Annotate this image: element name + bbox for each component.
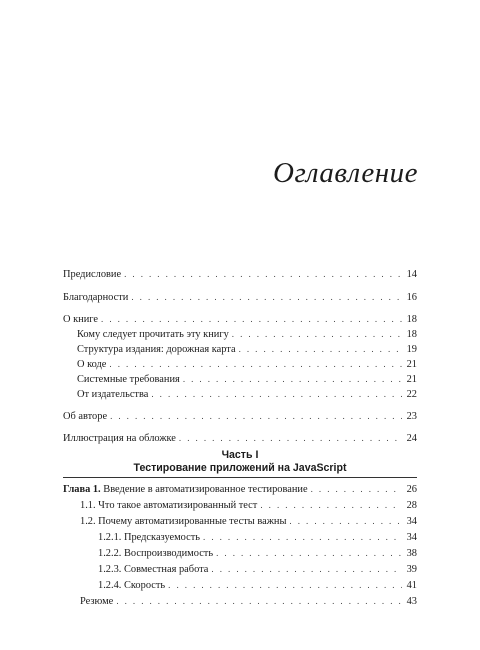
toc-entry-label bbox=[63, 483, 308, 496]
toc-entry-label: О книге bbox=[63, 314, 99, 325]
toc-entry-summary bbox=[80, 595, 417, 608]
toc-entry-about-code bbox=[77, 358, 417, 371]
toc-entry-label: От издательства bbox=[77, 389, 149, 400]
toc-leader-dots bbox=[101, 313, 402, 326]
toc-entry-label: Благодарности bbox=[63, 292, 129, 303]
toc-entry-chapter-1 bbox=[63, 483, 417, 496]
toc-entry-label: Предисловие bbox=[63, 269, 122, 280]
toc-entry-label: Структура издания: дорожная карта bbox=[77, 344, 236, 355]
toc-entry-page: 41 bbox=[406, 580, 417, 591]
toc-leader-dots bbox=[179, 432, 402, 445]
toc-leader-dots bbox=[131, 291, 402, 304]
toc-entry-page: 18 bbox=[406, 314, 417, 325]
toc-entry-label: 1.2.2. Воспроизводимость bbox=[98, 548, 214, 559]
toc-leader-dots bbox=[168, 579, 402, 592]
toc-entry-section-1-2-4 bbox=[98, 579, 417, 592]
toc-entry-preface bbox=[63, 268, 417, 281]
toc-entry-section-1-1 bbox=[80, 499, 417, 512]
chapter-prefix: Глава 1. bbox=[63, 484, 101, 495]
toc-entry-page: 22 bbox=[406, 389, 417, 400]
toc-entry-page: 21 bbox=[406, 359, 417, 370]
toc-entry-section-1-2-3 bbox=[98, 563, 417, 576]
toc-leader-dots bbox=[239, 343, 402, 356]
toc-leader-dots bbox=[151, 388, 402, 401]
toc-entry-page: 14 bbox=[406, 269, 417, 280]
toc-entry-section-1-2-2 bbox=[98, 547, 417, 560]
toc-entry-page: 21 bbox=[406, 374, 417, 385]
toc-entry-requirements bbox=[77, 373, 417, 386]
toc-entry-label: Иллюстрация на обложке bbox=[63, 433, 176, 444]
toc-entry-label: Системные требования bbox=[77, 374, 180, 385]
toc-entry-audience bbox=[77, 328, 417, 341]
toc-entry-label: Кому следует прочитать эту книгу bbox=[77, 329, 229, 340]
toc-leader-dots bbox=[232, 328, 402, 341]
toc-entry-page: 38 bbox=[406, 548, 417, 559]
toc-leader-dots bbox=[260, 499, 402, 512]
toc-entry-label: Резюме bbox=[80, 596, 114, 607]
toc-entry-page: 19 bbox=[406, 344, 417, 355]
toc-entry-page: 39 bbox=[406, 564, 417, 575]
part-divider bbox=[63, 477, 417, 478]
part-title: Тестирование приложений на JavaScript bbox=[133, 462, 347, 474]
toc-entry-section-1-2-1 bbox=[98, 531, 417, 544]
toc-entry-roadmap bbox=[77, 343, 417, 356]
toc-entry-label: О коде bbox=[77, 359, 107, 370]
toc-leader-dots bbox=[216, 547, 402, 560]
toc-entry-page: 26 bbox=[406, 484, 417, 495]
toc-entry-acknowledgements bbox=[63, 291, 417, 304]
toc-leader-dots bbox=[289, 515, 402, 528]
toc-entry-cover bbox=[63, 432, 417, 445]
toc-entry-label: 1.2.3. Совместная работа bbox=[98, 564, 209, 575]
toc-leader-dots bbox=[110, 410, 402, 423]
toc-entry-label: 1.2.4. Скорость bbox=[98, 580, 166, 591]
toc-entry-page: 23 bbox=[406, 411, 417, 422]
toc-entry-about-book bbox=[63, 313, 417, 326]
toc-entry-label: 1.2. Почему автоматизированные тесты важны bbox=[80, 516, 287, 527]
toc-leader-dots bbox=[311, 483, 402, 496]
toc-leader-dots bbox=[109, 358, 402, 371]
toc-entry-publisher bbox=[77, 388, 417, 401]
toc-leader-dots bbox=[183, 373, 402, 386]
toc-entry-section-1-2 bbox=[80, 515, 417, 528]
toc-entry-page: 18 bbox=[406, 329, 417, 340]
toc-entry-page: 28 bbox=[406, 500, 417, 511]
toc-entry-label: 1.1. Что такое автоматизированный тест bbox=[80, 500, 258, 511]
toc-leader-dots bbox=[124, 268, 402, 281]
toc-leader-dots bbox=[211, 563, 402, 576]
toc-entry-page: 16 bbox=[406, 292, 417, 303]
toc-entry-page: 34 bbox=[406, 516, 417, 527]
toc-entry-page: 24 bbox=[406, 433, 417, 444]
toc-entry-label: Об авторе bbox=[63, 411, 108, 422]
toc-leader-dots bbox=[203, 531, 402, 544]
toc-entry-about-author bbox=[63, 410, 417, 423]
toc-leader-dots bbox=[116, 595, 402, 608]
toc-entry-page: 34 bbox=[406, 532, 417, 543]
chapter-title: Введение в автоматизированное тестирование bbox=[103, 484, 308, 495]
toc-entry-label: 1.2.1. Предсказуемость bbox=[98, 532, 201, 543]
toc-entry-page: 43 bbox=[406, 596, 417, 607]
page-title: Оглавление bbox=[273, 157, 418, 189]
part-number: Часть I bbox=[221, 449, 259, 461]
